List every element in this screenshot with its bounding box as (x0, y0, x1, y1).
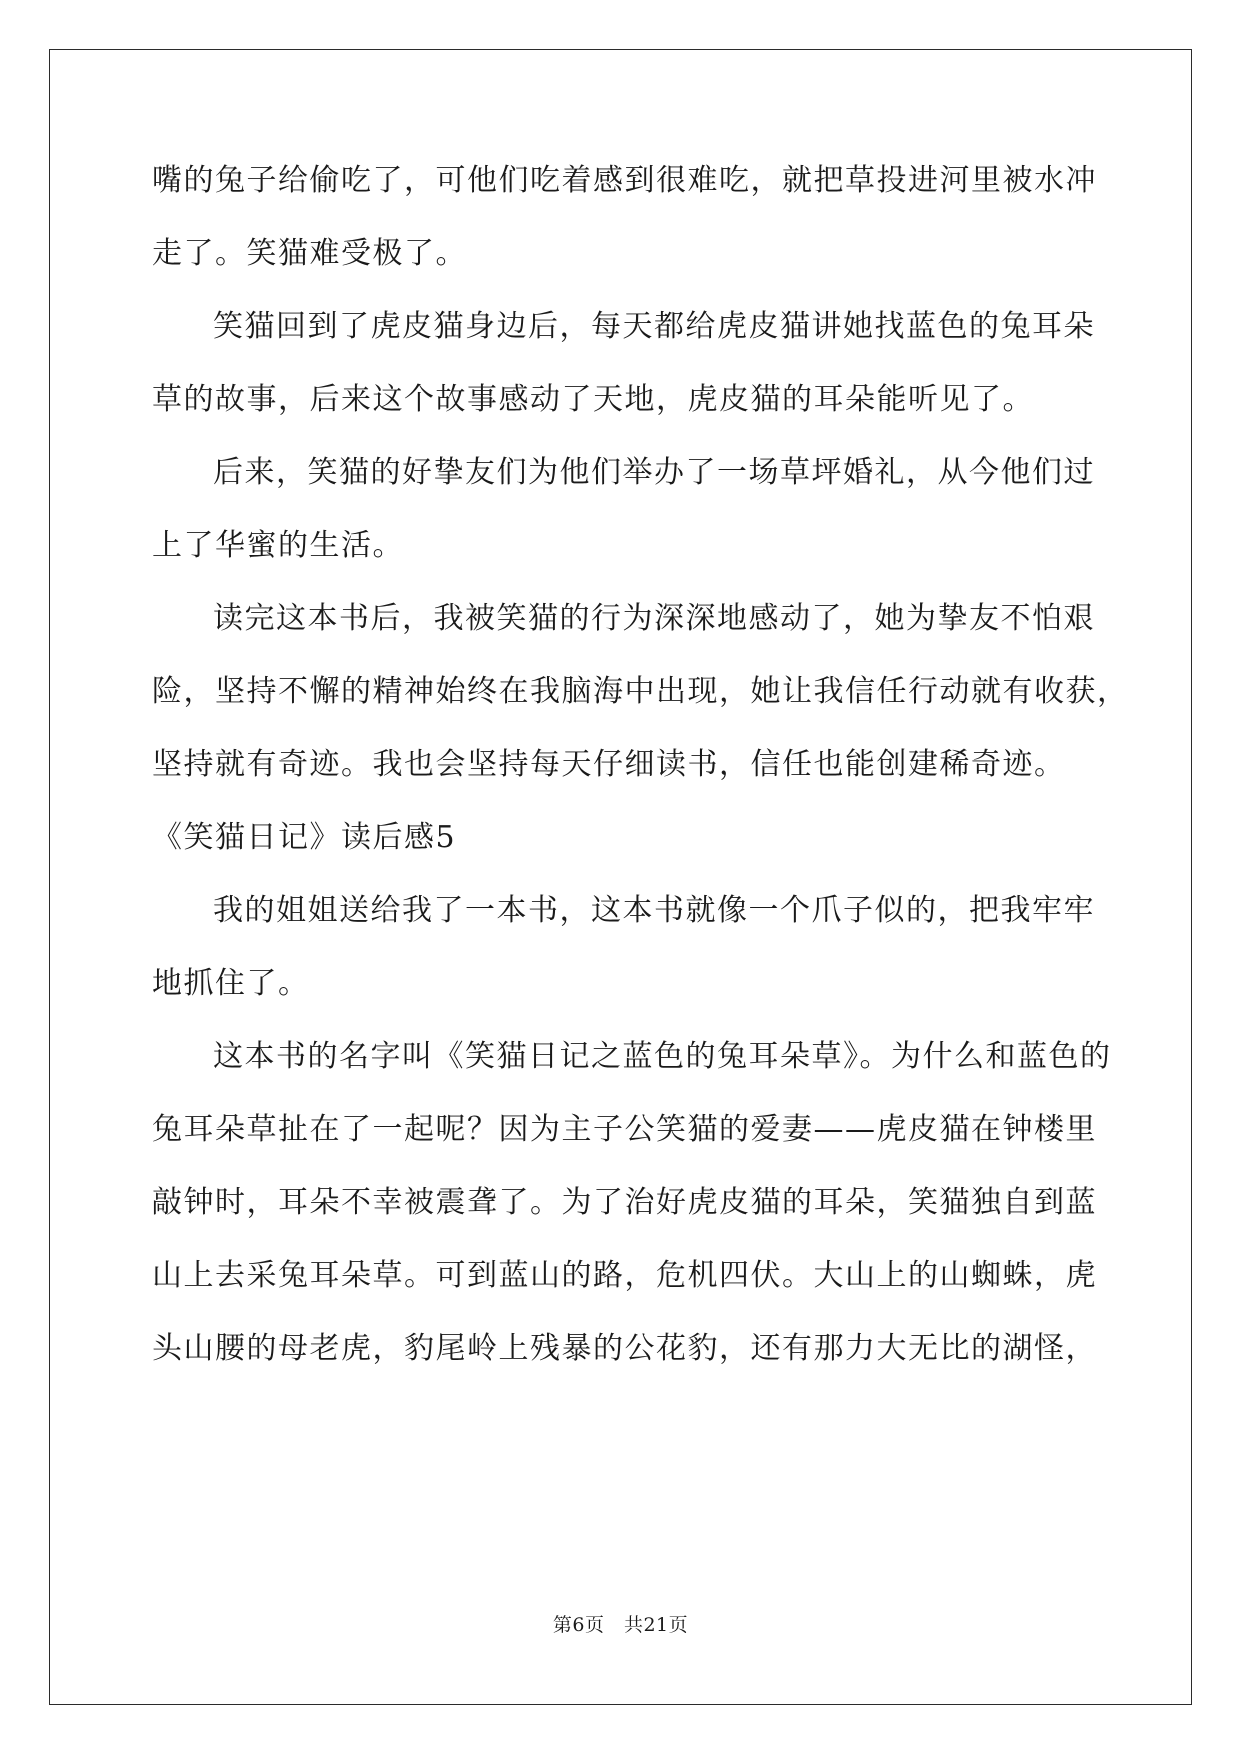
paragraph-first-line: 我的姐姐送给我了一本书，这本书就像一个爪子似的，把我牢牢 (213, 893, 1095, 928)
text-line: 兔耳朵草扯在了一起呢？因为主子公笑猫的爱妻——虎皮猫在钟楼里 (152, 1112, 1097, 1147)
paragraph-first-line: 读完这本书后，我被笑猫的行为深深地感动了，她为挚友不怕艰 (213, 601, 1095, 636)
page-border (49, 49, 1192, 1705)
text-line: 险，坚持不懈的精神始终在我脑海中出现，她让我信任行动就有收获， (152, 674, 1129, 709)
text-line: 地抓住了。 (152, 966, 310, 1001)
page-number-label: 第6页 共21页 (552, 1614, 689, 1636)
text-line: 头山腰的母老虎，豹尾岭上残暴的公花豹，还有那力大无比的湖怪， (152, 1331, 1097, 1366)
text-line: 山上去采兔耳朵草。可到蓝山的路，危机四伏。大山上的山蜘蛛，虎 (152, 1258, 1097, 1293)
text-line: 走了。笑猫难受极了。 (152, 236, 467, 271)
section-heading: 《笑猫日记》读后感5 (152, 820, 457, 855)
paragraph-first-line: 后来，笑猫的好挚友们为他们举办了一场草坪婚礼，从今他们过 (213, 455, 1095, 490)
text-line: 坚持就有奇迹。我也会坚持每天仔细读书，信任也能创建稀奇迹。 (152, 747, 1066, 782)
text-line: 敲钟时，耳朵不幸被震聋了。为了治好虎皮猫的耳朵，笑猫独自到蓝 (152, 1185, 1097, 1220)
page-number-footer (0, 1614, 1241, 1636)
paragraph-first-line: 笑猫回到了虎皮猫身边后，每天都给虎皮猫讲她找蓝色的兔耳朵 (213, 309, 1095, 344)
text-line: 上了华蜜的生活。 (152, 528, 404, 563)
text-line: 草的故事，后来这个故事感动了天地，虎皮猫的耳朵能听见了。 (152, 382, 1034, 417)
paragraph-first-line: 这本书的名字叫《笑猫日记之蓝色的兔耳朵草》。为什么和蓝色的 (213, 1039, 1112, 1074)
text-line: 嘴的兔子给偷吃了，可他们吃着感到很难吃，就把草投进河里被水冲 (152, 163, 1097, 198)
